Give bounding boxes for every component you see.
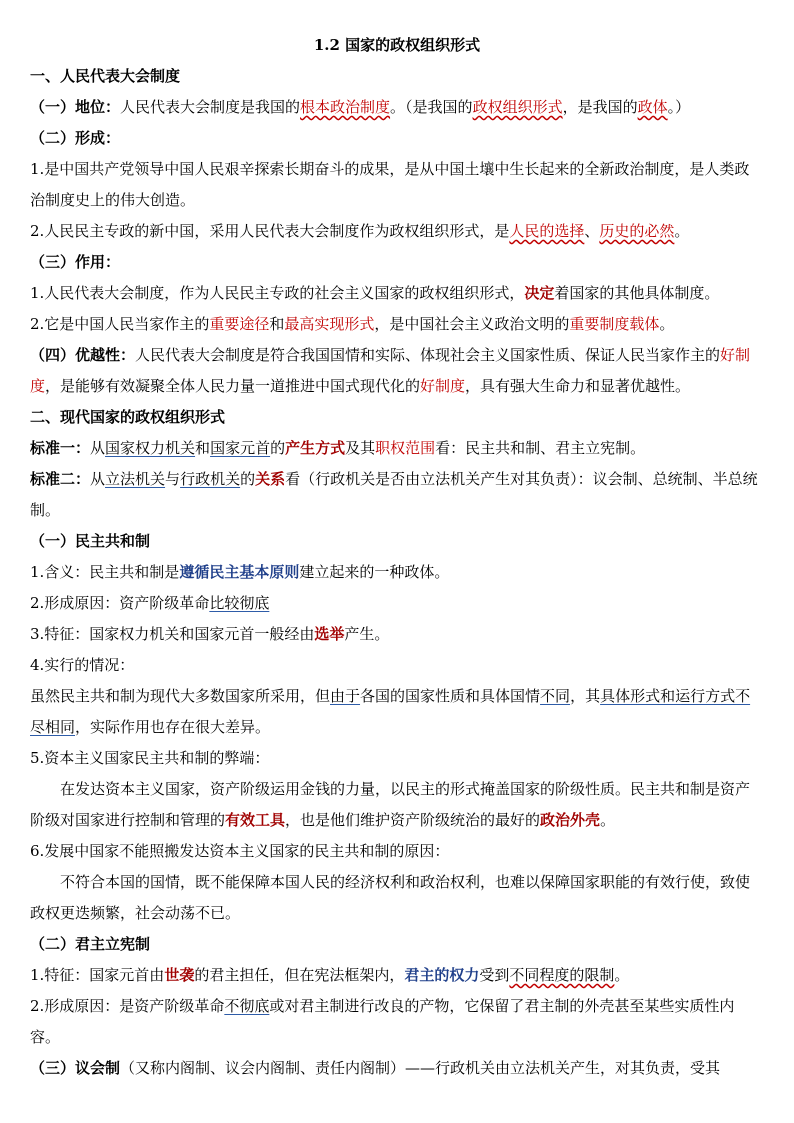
key-term: 产生方式	[285, 439, 346, 457]
key-term: 政治外壳	[540, 811, 601, 829]
label-standard-2: 标准二：	[30, 470, 91, 488]
key-term: 不同	[540, 687, 571, 705]
key-term: 选举	[314, 625, 345, 643]
text: 的君主担任，但在宪法框架内，	[194, 966, 405, 984]
paragraph-formation-1: 1.是中国共产党领导中国人民艰辛探索长期奋斗的成果，是从中国土壤中生长起来的全新政治制度，是人类政治制度史上的伟大创造。	[30, 160, 750, 209]
key-term: 政权组织形式	[472, 98, 563, 116]
text: 产生。	[344, 625, 390, 643]
text: ，是能够有效凝聚全体人民力量一道推进中国式现代化的	[45, 377, 421, 395]
key-term: 人民的选择	[509, 222, 585, 240]
subheading-monarchy: （二）君主立宪制	[30, 935, 151, 953]
key-term: 好制度	[420, 377, 466, 395]
key-term: 决定	[524, 284, 555, 302]
paragraph-parliamentary	[30, 1053, 764, 1084]
key-term: 重要制度载体	[569, 315, 660, 333]
key-term: 遵循民主基本原则	[179, 563, 300, 581]
key-term: 由于	[330, 687, 361, 705]
paragraph-function-1	[30, 278, 764, 309]
paragraph-superiority	[30, 340, 764, 402]
paragraph-formation-2	[30, 216, 764, 247]
subheading-superiority: （四）优越性：	[30, 346, 136, 364]
paragraph-monarchy-1	[30, 960, 764, 991]
text: 人民代表大会制度是符合我国国情和实际、体现社会主义国家性质、保证人民当家作主的	[135, 346, 721, 364]
text: 或对君主制进行改良的产物，它保留了君主制的外壳甚至某些实质性内容。	[30, 997, 735, 1046]
key-term: 行政机关	[180, 470, 241, 488]
key-term: 最高实现形式	[284, 315, 375, 333]
text: 。）	[667, 98, 691, 116]
text: 3.特征：国家权力机关和国家元首一般经由	[30, 625, 315, 643]
paragraph-republic-2	[30, 588, 764, 619]
text: 着国家的其他具体制度。	[554, 284, 720, 302]
text: 2.人民民主专政的新中国，采用人民代表大会制度作为政权组织形式，是	[30, 222, 510, 240]
text: 1.人民代表大会制度，作为人民民主专政的社会主义国家的政权组织形式，	[30, 284, 525, 302]
paragraph-function-2	[30, 309, 764, 340]
key-term: 君主的权力	[404, 966, 480, 984]
paragraph-republic-7	[30, 774, 764, 836]
subheading-parliamentary: （三）议会制	[30, 1059, 121, 1077]
key-term: 比较彻底	[209, 594, 270, 612]
text: 在发达资本主义国家，资产阶级运用金钱的力量，以民主的形式掩盖国家的阶级性质。民主共和制是资产阶级对国家进行控制和管理的	[30, 780, 751, 829]
text: 看（行政机关是否由立法机关产生对其负责）：议会制、总统制、半总统制。	[30, 470, 758, 519]
text: 、	[584, 222, 600, 240]
text: 各国的国家性质和具体国情	[360, 687, 541, 705]
paragraph-republic-5	[30, 681, 764, 743]
paragraph-republic-8: 6.发展中国家不能照搬发达资本主义国家的民主共和制的原因：	[30, 842, 450, 860]
key-term: 具体形式和运行方式不尽相同	[30, 687, 751, 736]
text: 。	[600, 811, 616, 829]
text: 。	[614, 966, 630, 984]
key-term: 重要途径	[209, 315, 270, 333]
text: 从	[90, 439, 106, 457]
text: 人民代表大会制度是我国的	[120, 98, 301, 116]
text: ，其	[570, 687, 601, 705]
text: 和	[269, 315, 285, 333]
paragraph-republic-6: 5.资本主义国家民主共和制的弊端：	[30, 749, 270, 767]
text: （又称内阁制、议会内阁制、责任内阁制）——行政机关由立法机关产生，对其负责，受其	[120, 1059, 721, 1077]
text: 1.特征：国家元首由	[30, 966, 165, 984]
subheading-republic: （一）民主共和制	[30, 532, 151, 550]
key-term: 政体	[637, 98, 668, 116]
text: 2.形成原因：是资产阶级革命	[30, 997, 225, 1015]
label-standard-1: 标准一：	[30, 439, 91, 457]
text: 2.形成原因：资产阶级革命	[30, 594, 210, 612]
section-heading-npc: 一、人民代表大会制度	[30, 67, 181, 85]
key-term: 职权范围	[375, 439, 436, 457]
paragraph-republic-4: 4.实行的情况：	[30, 656, 135, 674]
key-term: 立法机关	[105, 470, 166, 488]
section-heading-modern: 二、现代国家的政权组织形式	[30, 408, 226, 426]
text: ，是我国的	[562, 98, 638, 116]
paragraph-monarchy-2	[30, 991, 764, 1053]
key-term: 有效工具	[225, 811, 286, 829]
text: 。	[674, 222, 690, 240]
key-term: 关系	[255, 470, 286, 488]
paragraph-status	[30, 92, 764, 123]
page-title: 1.2 国家的政权组织形式	[313, 36, 481, 54]
paragraph-standard-1	[30, 433, 764, 464]
key-term: 不彻底	[224, 997, 270, 1015]
text: 1.含义：民主共和制是	[30, 563, 180, 581]
key-term: 国家权力机关	[105, 439, 196, 457]
text: 从	[90, 470, 106, 488]
key-term: 好制度	[30, 346, 751, 395]
key-term: 国家元首	[210, 439, 271, 457]
text: ，实际作用也存在很大差异。	[75, 718, 271, 736]
key-term: 历史的必然	[599, 222, 675, 240]
text: ，是中国社会主义政治文明的	[374, 315, 570, 333]
subheading-function: （三）作用：	[30, 253, 121, 271]
key-term: 根本政治制度	[300, 98, 391, 116]
text: 与	[165, 470, 181, 488]
key-term: 不同程度的限制	[509, 966, 615, 984]
paragraph-standard-2	[30, 464, 764, 526]
text: 看：民主共和制、君主立宪制。	[435, 439, 646, 457]
text: 。	[659, 315, 675, 333]
subheading-formation: （二）形成：	[30, 129, 121, 147]
text: ，也是他们维护资产阶级统治的最好的	[285, 811, 541, 829]
paragraph-republic-1	[30, 557, 764, 588]
text: 2.它是中国人民当家作主的	[30, 315, 210, 333]
text: 的	[240, 470, 256, 488]
text: 受到	[479, 966, 510, 984]
key-term: 世袭	[164, 966, 195, 984]
text: 建立起来的一种政体。	[299, 563, 450, 581]
text: 和	[195, 439, 211, 457]
paragraph-republic-9: 不符合本国的国情，既不能保障本国人民的经济权利和政治权利，也难以保障国家职能的有效行使，致使政权更迭频繁，社会动荡不已。	[30, 873, 751, 922]
text: 。（是我国的	[390, 98, 473, 116]
paragraph-republic-3	[30, 619, 764, 650]
text: 及其	[345, 439, 376, 457]
text: 虽然民主共和制为现代大多数国家所采用，但	[30, 687, 331, 705]
subheading-status: （一）地位：	[30, 98, 121, 116]
text: ，具有强大生命力和显著优越性。	[465, 377, 691, 395]
text: 的	[270, 439, 286, 457]
